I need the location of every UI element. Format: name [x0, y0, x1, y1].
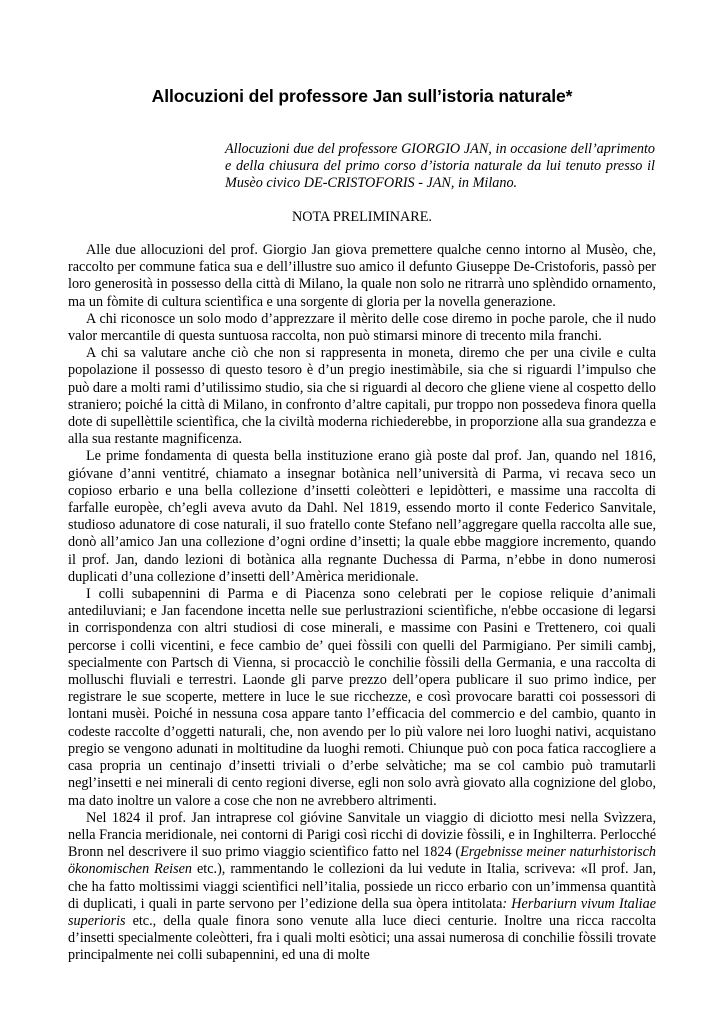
book-title-italic: Ergebnisse meiner naturhistorisch ökonomischen Reisen: [68, 844, 656, 878]
body-text: [68, 238, 656, 965]
document-title: Allocuzioni del professore Jan sull’istoria naturale*: [151, 86, 573, 106]
paragraph: Alle due allocuzioni del prof. Giorgio Jan giova premettere qualche cenno intorno al Musèo, che, raccolto per commune fatica sua e dell’illustre suo amico il defunto Giuseppe De-Cristoforis, passò per loro generosità in possesso della città di Milano, la quale non solo ne ritrarrà uno splèndido ornamento, ma un fòmite di cultura scientìfica e una sorgente di gloria per la novella generazione.: [68, 242, 656, 310]
paragraph: A chi riconosce un solo modo d’apprezzare il mèrito delle cose diremo in poche parole, che il nudo valor mercantile di questa suntuosa raccolta, non può stimarsi minore di trecento mila franchi.: [68, 310, 656, 345]
section-heading: [0, 209, 724, 226]
paragraph-text: etc., della quale finora sono venute alla luce dieci centurie. Inoltre una ricca raccolta d’insetti specialmente coleòtteri, fra i quali molti esòtici; una assai numerosa di conchilie fòssili trovate principalmente nei colli subapennini, ed una di molte: [68, 912, 656, 964]
paragraph-text: etc.), rammentando le collezioni da lui vedute in Italia, scriveva: «Il prof. Jan, che ha fatto moltissimi viaggi scientìfici nell’italia, possiede un ricco erbario con un’immensa quantità di duplicati, i quali in parte servono per l’edizione della sua òpera intitolata: [68, 861, 656, 912]
paragraph: A chi sa valutare anche ciò che non si rappresenta in moneta, diremo che per una civile e culta popolazione il possesso di questo tesoro è d’un pregio inestimàbile, sia che si riguardi l’impulso che può dare a molti rami d’utilissimo studio, sia che si riguardi al decoro che gliene viene al cospetto dello straniero; poiché la città di Milano, in confronto d’altre capitali, pur troppo non possedeva finora quella dote di supellèttile scientìfica, che la civiltà moderna richiederebbe, in proporzione alla sua grandezza e alla sua restante magnificenza.: [68, 345, 656, 448]
paragraph: Le prime fondamenta di questa bella instituzione erano già poste dal prof. Jan, quando nel 1816, gióvane d’anni ventitré, chiamato a insegnar botànica nell’università di Parma, vi recava seco un copioso erbario e una bella collezione d’insetti coleòtteri e lepidòtteri, e massime una raccolta di farfalle europèe, ch’egli aveva avuto da Dahl. Nel 1819, essendo morto il conte Federico Sanvitale, studioso adunatore di cose naturali, il suo fratello conte Stefano nell’aggregare quella raccolta alle sue, donò all’amico Jan una collezione d’ogni ordine d’insetti; la quale ebbe maggiore incremento, quando il prof. Jan, dando lezioni di botànica alla regnante Duchessa di Parma, n’ebbe in dono numerosi duplicati d’una collezione d’insetti dell’Amèrica meridionale.: [68, 448, 656, 585]
paragraph: I colli subapennini di Parma e di Piacenza sono celebrati per le copiose reliquie d’animali antediluviani; e Jan facendone incetta nelle sue perlustrazioni scientìfiche, n'ebbe occasione di legarsi in corrispondenza con altri studiosi di cose minerali, e massime con Pasini e Trettenero, coi quali percorse i colli vicentini, e fece cambio de’ quei fòssili con quelli del Parmigiano. Per simili cambj, specialmente con Partsch di Vienna, si procacciò le conchilie fòssili della Germania, e una raccolta di molluschi fluviali e terrestri. Laonde gli parve prezzo dell’opera publicare il suo primo ìndice, per registrare le sue scoperte, mettere in luce le sue ricchezze, e così provocare baratti coi possessori di lontani musèi. Poiché in nessuna cosa appare tanto l’efficacia del commercio e del cambio, quanto in codeste raccolte d’oggetti naturali, che, non avendo per lo più valore nei loro luoghi nativi, acquistano pregio se vengono adunati in moltitudine da luoghi remoti. Chiunque può con poca fatica raccogliere a casa propria un centinajo d’insetti triviali o d’erbe selvàtiche; ma se col cambio può tramutarli negl’insetti e nei minerali di cento regioni diverse, egli non solo avrà giovato alla cognizione del globo, ma dato inoltre un valore a cose che non ne avrebbero altrimenti.: [68, 586, 656, 809]
work-title-italic: : Herbariurn vivum Italiae superioris: [68, 895, 656, 929]
paragraph-last: [68, 810, 656, 965]
section-heading-text: NOTA PRELIMINARE.: [292, 209, 432, 225]
paragraph-text: Nel 1824 il prof. Jan intraprese col gióvine Sanvitale un viaggio di diciotto mesi nella Svìzzera, nella Francia meridionale, nei contorni di Parigi così ricchi di dovizie fòssili, e in Inghilterra. Perlocché Bronn nel descrivere il suo primo viaggio scientìfico fatto nel 1824 (: [68, 809, 656, 861]
abstract-text: Allocuzioni due del professore GIORGIO JAN, in occasione dell’aprimento e della chiusura del primo corso d’istoria naturale da lui tenuto presso il Musèo civico DE-CRISTOFORIS - JAN, in Milano.: [225, 141, 655, 192]
